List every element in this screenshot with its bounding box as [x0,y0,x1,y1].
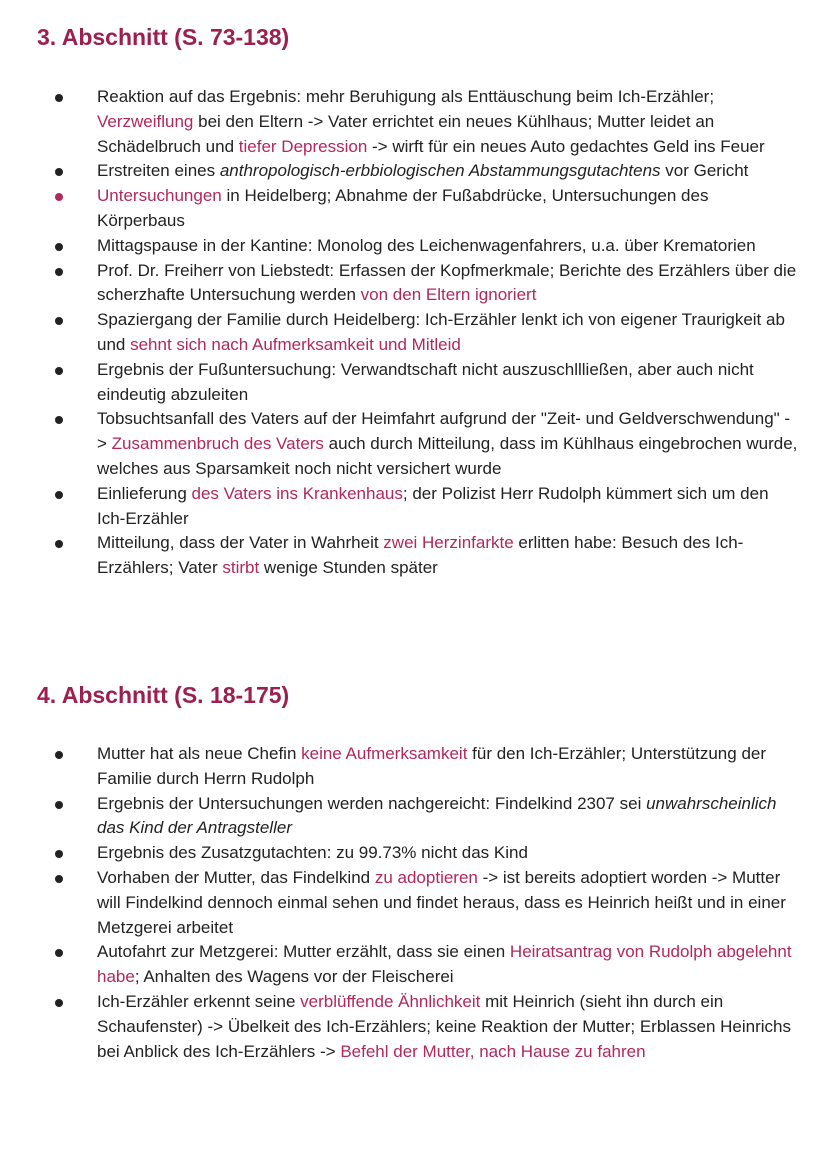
item-text: Autofahrt zur Metzgerei: Mutter erzählt, dass sie einen [97,942,510,962]
item-text: Ergebnis der Untersuchungen werden nachgereicht: Findelkind 2307 sei [97,793,647,813]
highlighted-text: tiefer Depression [238,136,368,156]
italic-text: unwahrscheinlich das Kind der Antragsteller [97,793,777,838]
bullet-icon [55,801,63,809]
list-item [0,184,828,234]
bullet-icon [55,875,63,883]
bullet-icon [55,540,63,548]
list-item [0,940,828,990]
highlighted-text: keine Aufmerksamkeit [301,744,468,763]
list-item [0,742,828,792]
list-item [0,482,828,532]
item-text: Ergebnis der Fußuntersuchung: Verwandtschaft nicht auszuschllließen, aber auch nicht eindeutig abzuleiten [97,359,754,404]
bullet-icon [55,850,63,858]
bullet-icon [55,751,63,759]
bullet-icon [55,367,63,375]
highlighted-text: sehnt sich nach Aufmerksamkeit und Mitleid [130,334,461,354]
section-3-title: 3. Abschnitt (S. 73-138) [37,24,290,50]
list-item [0,792,828,842]
bullet-icon [55,317,63,325]
item-text: -> ist bereits adoptiert worden -> Mutter will Findelkind dennoch einmal sehen und findet heraus, dass es Heinrich heißt und in einer Metzgerei arbeitet [97,867,786,937]
item-text: Ich-Erzähler erkennt seine [97,991,301,1011]
item-text: Spaziergang der Familie durch Heidelberg: Ich-Erzähler lenkt ich von eigener Traurigkeit ab und [97,310,785,354]
bullet-icon [55,416,63,424]
highlighted-text: stirbt [222,558,260,578]
highlighted-text: Heiratsantrag von Rudolph abgelehnt habe [97,942,792,987]
bullet-icon [55,268,63,276]
item-text: ; der Polizist Herr Rudolph kümmert sich um den Ich-Erzähler [97,483,769,528]
item-text: Ergebnis des Zusatzgutachten: zu 99.73% nicht das Kind [97,843,528,863]
list-item [0,531,828,581]
bullet-icon [55,491,63,499]
item-text: Reaktion auf das Ergebnis: mehr Beruhigung als Enttäuschung beim Ich-Erzähler; [97,87,715,106]
item-text: -> wirft für ein neues Auto gedachtes Geld ins Feuer [367,136,765,156]
section-4-title: 4. Abschnitt (S. 18-175) [37,682,290,708]
item-text: auch durch Mitteilung, dass im Kühlhaus eingebrochen wurde, welches aus Sparsamkeit noch nicht versichert wurde [97,434,798,478]
item-text: Tobsuchtsanfall des Vaters auf der Heimfahrt aufgrund der "Zeit- und Geldverschwendung" -> [97,409,791,454]
bullet-icon [55,949,63,957]
item-text: Prof. Dr. Freiherr von Liebstedt: Erfassen der Kopfmerkmale; Berichte des Erzählers über die scherzhafte Untersuchung werden [97,260,797,305]
item-text: erlitten habe: Besuch des Ich-Erzählers; Vater [97,533,744,578]
item-text: Mittagspause in der Kantine: Monolog des Leichenwagenfahrers, u.a. über Krematorien [97,235,756,255]
item-text: für den Ich-Erzähler; Unterstützung der Familie durch Herrn Rudolph [97,744,767,788]
item-text: vor Gericht [660,161,749,181]
item-text: ; Anhalten des Wagens vor der Fleischerei [134,967,454,987]
item-text: Vorhaben der Mutter, das Findelkind [97,867,375,887]
item-text: in Heidelberg; Abnahme der Fußabdrücke, Untersuchungen des Körperbaus [97,186,709,230]
list-item [0,259,828,309]
item-text: mit Heinrich (sieht ihn durch ein Schaufenster) -> Übelkeit des Ich-Erzählers; keine Reaktion der Mutter; Erblassen Heinrichs bei Anblick des Ich-Erzählers -> [97,991,792,1061]
section-3-list [0,85,828,581]
highlighted-text: von den Eltern ignoriert [360,285,537,305]
italic-text: anthropologisch-erbbiologischen Abstammungsgutachtens [219,161,661,181]
highlighted-text: zu adoptieren [374,867,478,887]
list-item [0,85,828,159]
list-item [0,841,828,866]
bullet-icon [55,999,63,1007]
list-item [0,159,828,184]
item-text: wenige Stunden später [259,558,438,578]
item-text: Mitteilung, dass der Vater in Wahrheit [97,533,384,553]
list-item [0,308,828,358]
list-item [0,234,828,259]
item-text: Mutter hat als neue Chefin [97,744,302,763]
bullet-icon [55,193,63,201]
highlighted-text: des Vaters ins Krankenhaus [191,483,403,503]
highlighted-text: Zusammenbruch des Vaters [111,434,324,454]
bullet-icon [55,243,63,251]
highlighted-text: Verzweiflung [97,111,194,131]
highlighted-text: Untersuchungen [97,186,222,206]
section-4-list [0,742,828,1064]
list-item [0,407,828,481]
item-text: Einlieferung [97,483,192,503]
list-item [0,866,828,940]
item-text: bei den Eltern -> Vater errichtet ein neues Kühlhaus; Mutter leidet an Schädelbruch und [97,111,715,156]
bullet-icon [55,168,63,176]
highlighted-text: zwei Herzinfarkte [383,533,514,553]
highlighted-text: verblüffende Ähnlichkeit [300,991,481,1011]
bullet-icon [55,94,63,102]
highlighted-text: Befehl der Mutter, nach Hause zu fahren [340,1041,646,1061]
item-text: Erstreiten eines [97,161,220,181]
list-item [0,358,828,408]
list-item [0,990,828,1064]
